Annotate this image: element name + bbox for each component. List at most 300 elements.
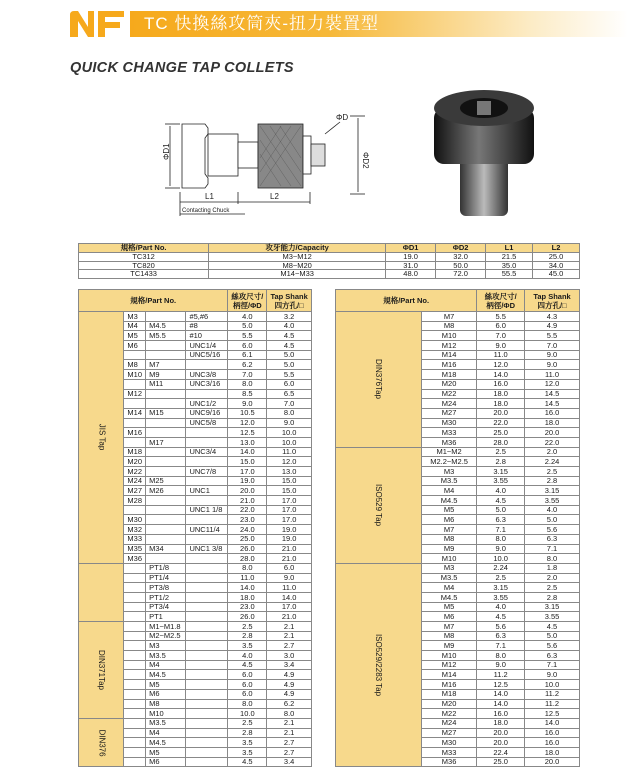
tap-cell: M2.2~M2.5 xyxy=(421,457,476,467)
tap-cell xyxy=(124,573,146,583)
tap-cell: 10.0 xyxy=(525,680,580,690)
tap-cell: 3.4 xyxy=(267,660,312,670)
tap-cell xyxy=(124,641,146,651)
tap-cell: M33 xyxy=(124,534,146,544)
tap-cell: 7.0 xyxy=(228,370,267,380)
part-no-header: 規格/Part No. xyxy=(79,290,228,312)
table-row xyxy=(79,270,580,279)
tap-cell: M3.5 xyxy=(421,573,476,583)
tap-cell: PT1 xyxy=(146,612,186,622)
tap-cell: 3.55 xyxy=(525,612,580,622)
tap-cell: 5.5 xyxy=(477,312,525,322)
tap-cell: M3 xyxy=(421,467,476,477)
tap-cell: M4 xyxy=(146,728,186,738)
group-label xyxy=(79,622,124,719)
tap-cell: 5.0 xyxy=(228,321,267,331)
tap-cell: 1.8 xyxy=(525,563,580,573)
spec-header-cell: ΦD1 xyxy=(386,244,436,253)
group-label-text: DIN371Tap xyxy=(97,649,107,690)
tap-cell: M1~M1.8 xyxy=(146,622,186,632)
group-label-text: DIN376Tap xyxy=(374,359,384,400)
tap-cell: M9 xyxy=(421,544,476,554)
tap-cell: M17 xyxy=(146,437,186,447)
tap-cell xyxy=(146,505,186,515)
tap-cell xyxy=(146,312,186,322)
tap-cell: 20.0 xyxy=(228,486,267,496)
tap-cell: 4.5 xyxy=(267,341,312,351)
tap-cell: 12.0 xyxy=(228,418,267,428)
tap-cell xyxy=(186,602,228,612)
tap-cell: M3.5 xyxy=(421,476,476,486)
tap-cell: 2.1 xyxy=(267,718,312,728)
tap-cell: 2.5 xyxy=(525,583,580,593)
tap-cell: 17.0 xyxy=(228,467,267,477)
tap-cell: M20 xyxy=(124,457,146,467)
tap-cell: 5.5 xyxy=(228,331,267,341)
tap-cell: M12 xyxy=(421,341,476,351)
tap-cell xyxy=(124,563,146,573)
tap-cell: UNC7/8 xyxy=(186,467,228,477)
tap-cell: 19.0 xyxy=(267,534,312,544)
technical-drawing xyxy=(160,104,390,222)
tap-cell: M27 xyxy=(421,408,476,418)
tap-cell: M6 xyxy=(124,341,146,351)
tap-cell: 26.0 xyxy=(228,544,267,554)
tap-size-header xyxy=(477,290,525,312)
tap-cell: 17.0 xyxy=(267,602,312,612)
label-l1: L1 xyxy=(205,192,214,201)
tap-cell: 2.5 xyxy=(477,447,525,457)
tap-cell: M24 xyxy=(124,476,146,486)
tap-cell: 14.0 xyxy=(477,689,525,699)
tap-cell xyxy=(146,399,186,409)
tap-cell xyxy=(124,505,146,515)
tap-cell: 5.5 xyxy=(525,331,580,341)
tap-cell: UNC1 3/8 xyxy=(186,544,228,554)
tap-cell: 14.0 xyxy=(228,447,267,457)
tap-cell: 2.1 xyxy=(267,728,312,738)
tap-cell: 8.0 xyxy=(228,379,267,389)
tap-cell xyxy=(186,457,228,467)
tap-cell: M22 xyxy=(421,389,476,399)
group-label-text: ISO529/2283 Tap xyxy=(374,634,384,697)
table-row xyxy=(336,563,580,573)
tap-cell: 9.0 xyxy=(477,660,525,670)
tap-cell xyxy=(146,525,186,535)
tap-cell xyxy=(124,379,146,389)
tap-cell xyxy=(186,738,228,748)
tap-cell xyxy=(186,573,228,583)
tap-cell xyxy=(146,447,186,457)
tap-cell: 7.1 xyxy=(477,525,525,535)
spec-header-cell: 攻牙能力/Capacity xyxy=(209,244,386,253)
tap-cell: M14 xyxy=(421,350,476,360)
tap-cell: 4.5 xyxy=(228,757,267,767)
tap-cell: M5 xyxy=(421,602,476,612)
tap-cell: 6.0 xyxy=(228,341,267,351)
tap-cell: 21.0 xyxy=(267,544,312,554)
tap-cell: 7.0 xyxy=(267,399,312,409)
tap-cell: 5.6 xyxy=(525,641,580,651)
shank-diameter-label: 柄徑/ΦD xyxy=(233,300,262,310)
tap-cell: UNC3/8 xyxy=(186,370,228,380)
tap-cell: M27 xyxy=(124,486,146,496)
tap-cell: 12.0 xyxy=(477,360,525,370)
tap-cell: M36 xyxy=(421,757,476,767)
tap-cell xyxy=(186,389,228,399)
tap-cell: 22.4 xyxy=(477,747,525,757)
tap-cell: M6 xyxy=(146,689,186,699)
tap-cell: M24 xyxy=(421,718,476,728)
tap-cell: 20.0 xyxy=(525,428,580,438)
tap-cell: M20 xyxy=(421,699,476,709)
spec-cell: 55.5 xyxy=(486,270,533,279)
tap-cell: 4.0 xyxy=(477,602,525,612)
tap-cell xyxy=(124,699,146,709)
tap-cell: 18.0 xyxy=(228,592,267,602)
tap-cell: M4.5 xyxy=(146,670,186,680)
tap-cell: 9.0 xyxy=(267,573,312,583)
tap-cell: 16.0 xyxy=(477,379,525,389)
tap-cell: UNC5/16 xyxy=(186,350,228,360)
tap-cell: 9.0 xyxy=(267,418,312,428)
spec-cell: 45.0 xyxy=(533,270,580,279)
tap-cell: M10 xyxy=(421,331,476,341)
tap-cell: 18.0 xyxy=(477,718,525,728)
tap-cell xyxy=(186,660,228,670)
tap-cell: M33 xyxy=(421,747,476,757)
group-label-text: JIS Tap xyxy=(97,424,107,451)
tap-cell xyxy=(124,651,146,661)
tap-cell: 23.0 xyxy=(228,602,267,612)
tap-cell: 14.0 xyxy=(477,699,525,709)
tap-cell: 2.0 xyxy=(525,573,580,583)
tap-cell xyxy=(186,534,228,544)
tap-cell: M8 xyxy=(124,360,146,370)
tap-shank-header xyxy=(267,290,312,312)
tap-cell: 2.8 xyxy=(525,592,580,602)
tap-cell: 16.0 xyxy=(525,728,580,738)
tap-cell: M9 xyxy=(146,370,186,380)
page-header xyxy=(68,9,628,39)
spec-cell: 72.0 xyxy=(436,270,486,279)
tap-cell: M3 xyxy=(146,641,186,651)
tap-cell: UNC1/2 xyxy=(186,399,228,409)
tap-cell: UNC3/4 xyxy=(186,447,228,457)
tap-cell: 5.0 xyxy=(525,631,580,641)
tap-cell: 6.0 xyxy=(267,379,312,389)
tap-cell: M3.5 xyxy=(146,651,186,661)
part-no-header: 規格/Part No. xyxy=(336,290,477,312)
tap-cell: 18.0 xyxy=(477,389,525,399)
tap-cell xyxy=(124,418,146,428)
group-label xyxy=(336,312,422,448)
tap-cell: 6.3 xyxy=(525,534,580,544)
tap-cell xyxy=(186,699,228,709)
tap-cell: 2.5 xyxy=(228,622,267,632)
tap-cell: 18.0 xyxy=(477,399,525,409)
tap-cell: 11.2 xyxy=(477,670,525,680)
tap-cell: 8.0 xyxy=(267,408,312,418)
tap-cell: M24 xyxy=(421,399,476,409)
tap-cell: PT1/4 xyxy=(146,573,186,583)
tap-cell: UNC3/16 xyxy=(186,379,228,389)
tap-cell: 7.1 xyxy=(525,660,580,670)
group-label xyxy=(79,312,124,564)
tap-cell: 15.0 xyxy=(267,486,312,496)
tap-cell xyxy=(124,738,146,748)
tap-cell: 20.0 xyxy=(477,738,525,748)
tap-cell: 10.0 xyxy=(477,554,525,564)
tap-cell: 11.0 xyxy=(267,447,312,457)
tap-cell: 5.0 xyxy=(477,505,525,515)
tap-cell: 14.0 xyxy=(267,592,312,602)
tap-cell xyxy=(186,554,228,564)
tap-cell: #8 xyxy=(186,321,228,331)
tap-cell: 4.0 xyxy=(477,486,525,496)
group-label xyxy=(79,718,124,766)
spec-cell: 32.0 xyxy=(436,253,486,262)
tap-cell: 6.5 xyxy=(267,389,312,399)
tap-cell xyxy=(186,563,228,573)
tap-cell: 18.0 xyxy=(525,747,580,757)
tap-cell xyxy=(124,660,146,670)
tap-cell: 4.5 xyxy=(267,331,312,341)
tap-cell: M22 xyxy=(421,709,476,719)
table-row xyxy=(79,718,312,728)
tap-cell: 5.6 xyxy=(477,622,525,632)
tap-cell: 23.0 xyxy=(228,515,267,525)
tap-cell: 28.0 xyxy=(477,437,525,447)
tap-cell xyxy=(186,515,228,525)
tap-cell: 5.5 xyxy=(267,370,312,380)
tap-cell: M18 xyxy=(421,370,476,380)
tap-cell: M12 xyxy=(421,660,476,670)
tap-cell: 5.0 xyxy=(525,515,580,525)
tap-cell: 14.5 xyxy=(525,389,580,399)
tap-cell: 16.0 xyxy=(525,738,580,748)
tap-cell: 6.0 xyxy=(477,321,525,331)
tap-cell xyxy=(124,747,146,757)
tap-cell: M16 xyxy=(124,428,146,438)
tap-cell: 3.15 xyxy=(525,486,580,496)
spec-cell: M3~M12 xyxy=(209,253,386,262)
tap-cell xyxy=(186,689,228,699)
tap-cell: 12.0 xyxy=(267,457,312,467)
spec-cell: 35.0 xyxy=(486,261,533,270)
tap-cell: 16.0 xyxy=(525,408,580,418)
spec-table xyxy=(78,243,580,279)
label-chuck: Contacting Chuck xyxy=(182,208,230,214)
tap-cell: UNC5/8 xyxy=(186,418,228,428)
tap-cell: 19.0 xyxy=(267,525,312,535)
tap-cell xyxy=(124,592,146,602)
tap-cell: 8.0 xyxy=(267,709,312,719)
tap-size-header xyxy=(228,290,267,312)
tap-cell xyxy=(124,350,146,360)
tap-cell: 11.0 xyxy=(267,583,312,593)
label-d: ΦD xyxy=(336,113,349,122)
tap-cell: M35 xyxy=(124,544,146,554)
shank-diameter-label: 柄徑/ΦD xyxy=(486,300,515,310)
tap-cell: M14 xyxy=(421,670,476,680)
table-row xyxy=(79,622,312,632)
tap-cell: 3.5 xyxy=(228,747,267,757)
group-label xyxy=(336,447,422,563)
tap-cell: M8 xyxy=(421,321,476,331)
tap-cell: 22.0 xyxy=(477,418,525,428)
tap-cell: 4.5 xyxy=(477,496,525,506)
tap-cell: M5 xyxy=(146,680,186,690)
tap-cell: 4.9 xyxy=(525,321,580,331)
tap-cell: 11.0 xyxy=(228,573,267,583)
table-row xyxy=(336,447,580,457)
tap-cell: 8.0 xyxy=(228,563,267,573)
tap-cell: 13.0 xyxy=(228,437,267,447)
tap-cell: 4.0 xyxy=(228,312,267,322)
label-d1: ΦD1 xyxy=(162,143,171,160)
tap-cell xyxy=(146,389,186,399)
tap-cell: 7.1 xyxy=(525,544,580,554)
tap-cell: M4 xyxy=(124,321,146,331)
spec-header-cell: 規格/Part No. xyxy=(79,244,209,253)
tap-cell: 6.1 xyxy=(228,350,267,360)
tap-cell: M18 xyxy=(421,689,476,699)
tap-cell: UNC1 1/8 xyxy=(186,505,228,515)
spec-header-cell: ΦD2 xyxy=(436,244,486,253)
tap-cell: PT1/2 xyxy=(146,592,186,602)
tap-cell: 20.0 xyxy=(477,728,525,738)
tap-cell: M1~M2 xyxy=(421,447,476,457)
tap-cell xyxy=(146,534,186,544)
tap-cell: 12.5 xyxy=(525,709,580,719)
tap-cell: M22 xyxy=(124,467,146,477)
tap-cell xyxy=(186,757,228,767)
tap-cell xyxy=(146,467,186,477)
group-label xyxy=(336,563,422,766)
tap-cell: M4 xyxy=(146,660,186,670)
tap-cell: 3.0 xyxy=(267,651,312,661)
tap-cell: 11.0 xyxy=(525,370,580,380)
spec-cell: TC1433 xyxy=(79,270,209,279)
tap-cell: 9.0 xyxy=(525,670,580,680)
left-tap-table xyxy=(78,289,312,767)
tap-cell: M30 xyxy=(124,515,146,525)
tap-cell xyxy=(124,757,146,767)
spec-cell: 31.0 xyxy=(386,261,436,270)
spec-cell: 19.0 xyxy=(386,253,436,262)
tap-shank-label: Tap Shank xyxy=(533,291,571,301)
tap-cell xyxy=(186,631,228,641)
logo-mark xyxy=(68,9,126,39)
tap-cell: 10.0 xyxy=(228,709,267,719)
tap-cell xyxy=(146,496,186,506)
page-subtitle: QUICK CHANGE TAP COLLETS xyxy=(70,60,294,76)
tap-cell xyxy=(186,718,228,728)
spec-cell: TC820 xyxy=(79,261,209,270)
tap-cell: M10 xyxy=(421,554,476,564)
spec-cell: 21.5 xyxy=(486,253,533,262)
tap-cell: M32 xyxy=(124,525,146,535)
tap-cell: 10.0 xyxy=(267,437,312,447)
tap-cell xyxy=(146,341,186,351)
tap-cell xyxy=(124,728,146,738)
tap-cell: 6.3 xyxy=(525,651,580,661)
tap-cell: 4.5 xyxy=(228,660,267,670)
table-row xyxy=(79,253,580,262)
tap-cell: M4 xyxy=(421,583,476,593)
tap-cell: M5.5 xyxy=(146,331,186,341)
tap-cell: UNC9/16 xyxy=(186,408,228,418)
tap-cell: 2.1 xyxy=(267,622,312,632)
tap-cell: 2.0 xyxy=(525,447,580,457)
tap-cell xyxy=(186,670,228,680)
group-label xyxy=(79,563,124,621)
spec-cell: M14~M33 xyxy=(209,270,386,279)
spec-cell: 34.0 xyxy=(533,261,580,270)
table-row xyxy=(336,312,580,322)
tap-size-label: 絲攻尺寸/ xyxy=(484,291,517,301)
label-l2: L2 xyxy=(270,192,279,201)
tap-cell: UNC1/4 xyxy=(186,341,228,351)
right-tap-table xyxy=(335,289,580,767)
tap-cell: M4.5 xyxy=(146,321,186,331)
tap-cell: 22.0 xyxy=(525,437,580,447)
tap-cell: M3 xyxy=(421,563,476,573)
tap-cell: M9 xyxy=(421,641,476,651)
tap-cell: M26 xyxy=(146,486,186,496)
tap-cell: M15 xyxy=(146,408,186,418)
spec-header-cell: L2 xyxy=(533,244,580,253)
tap-cell: 12.5 xyxy=(477,680,525,690)
tap-cell: 21.0 xyxy=(267,554,312,564)
page-title: TC 快換絲攻筒夾-扭力裝置型 xyxy=(130,11,628,37)
tap-cell: 2.5 xyxy=(525,467,580,477)
tap-cell: 5.0 xyxy=(267,360,312,370)
tap-cell: 3.15 xyxy=(477,467,525,477)
tap-cell: 28.0 xyxy=(228,554,267,564)
tap-cell: 11.2 xyxy=(525,689,580,699)
spec-cell: M8~M20 xyxy=(209,261,386,270)
tap-cell: 15.0 xyxy=(228,457,267,467)
tap-cell: 3.55 xyxy=(477,476,525,486)
tap-cell: 6.0 xyxy=(228,680,267,690)
tap-cell: M16 xyxy=(421,680,476,690)
tap-cell: M5 xyxy=(146,747,186,757)
tap-cell: 7.1 xyxy=(477,641,525,651)
tap-cell: 13.0 xyxy=(267,467,312,477)
tap-cell: M4.5 xyxy=(146,738,186,748)
tap-cell: 9.0 xyxy=(477,544,525,554)
tap-cell: 2.5 xyxy=(477,573,525,583)
tap-cell: M11 xyxy=(146,379,186,389)
tap-cell: M3.5 xyxy=(146,718,186,728)
tap-cell: M6 xyxy=(146,757,186,767)
tap-cell: 20.0 xyxy=(477,408,525,418)
tap-cell: M14 xyxy=(124,408,146,418)
tap-cell xyxy=(146,515,186,525)
tap-cell: 5.6 xyxy=(525,525,580,535)
tap-cell xyxy=(124,437,146,447)
tap-cell: 22.0 xyxy=(228,505,267,515)
tap-cell: PT3/4 xyxy=(146,602,186,612)
tap-cell: M36 xyxy=(421,437,476,447)
tap-cell: PT1/8 xyxy=(146,563,186,573)
spec-cell: 25.0 xyxy=(533,253,580,262)
tap-cell: 10.0 xyxy=(267,428,312,438)
group-label-text: ISO529 Tap xyxy=(374,484,384,527)
tap-header-row xyxy=(79,290,312,312)
